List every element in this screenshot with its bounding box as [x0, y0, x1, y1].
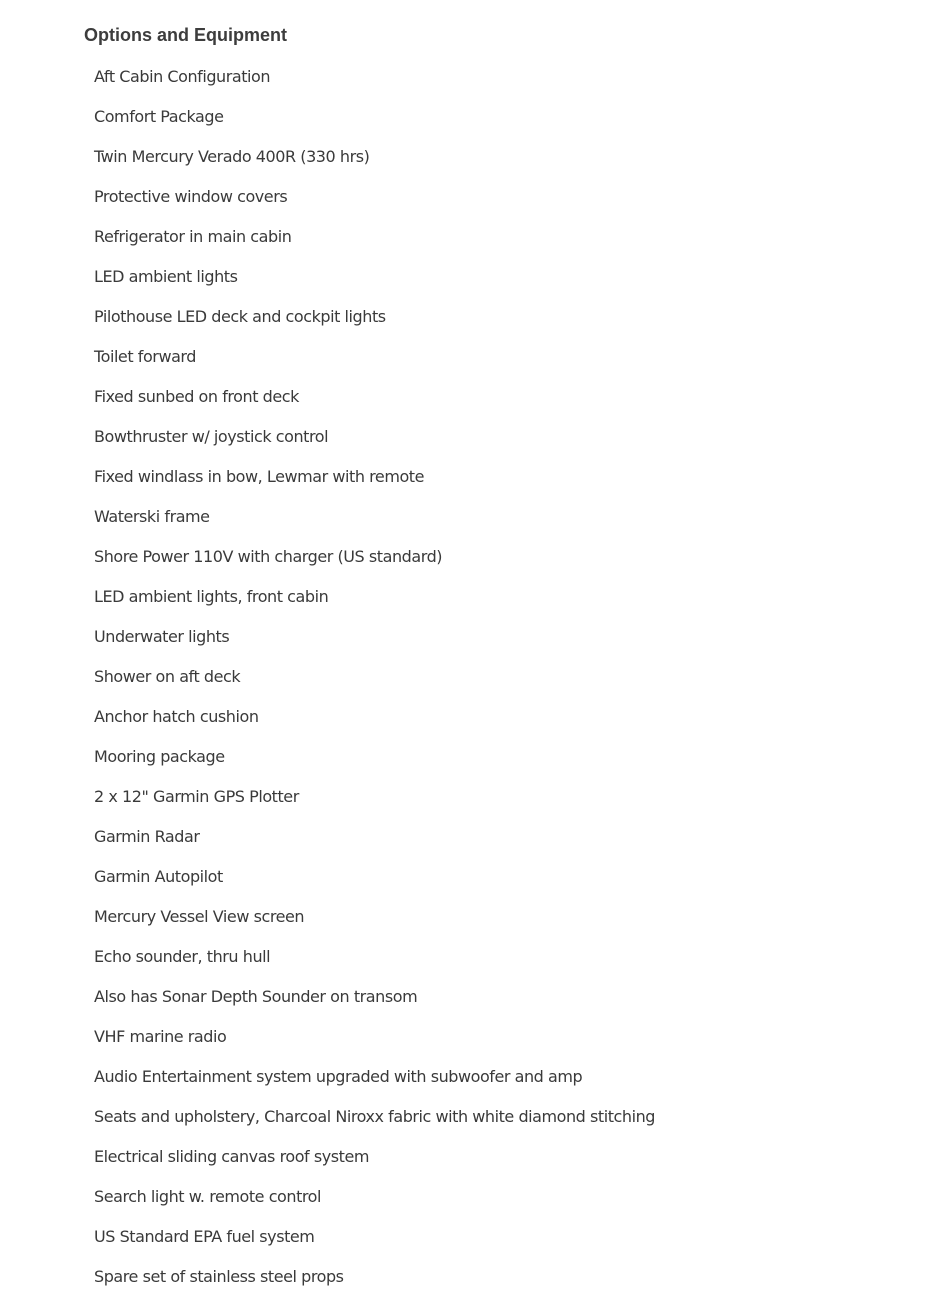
list-item: Anchor hatch cushion — [94, 707, 259, 726]
section-title: Options and Equipment — [84, 25, 287, 45]
list-item: Garmin Autopilot — [94, 867, 223, 886]
list-item: VHF marine radio — [94, 1027, 227, 1046]
list-item: Garmin Radar — [94, 827, 200, 846]
list-item: Protective window covers — [94, 187, 288, 206]
list-item: LED ambient lights — [94, 267, 238, 286]
list-item: Twin Mercury Verado 400R (330 hrs) — [94, 147, 370, 166]
list-item: LED ambient lights, front cabin — [94, 587, 329, 606]
list-item: Pilothouse LED deck and cockpit lights — [94, 307, 386, 326]
list-item: Audio Entertainment system upgraded with subwoofer and amp — [94, 1067, 583, 1086]
list-item: Underwater lights — [94, 627, 230, 646]
list-item: Search light w. remote control — [94, 1187, 322, 1206]
list-item: Electrical sliding canvas roof system — [94, 1147, 369, 1166]
list-item: Shore Power 110V with charger (US standard) — [94, 547, 443, 566]
list-item: Bowthruster w/ joystick control — [94, 427, 329, 446]
equipment-list — [94, 57, 655, 1297]
list-item: Comfort Package — [94, 107, 224, 126]
list-item: Waterski frame — [94, 507, 210, 526]
list-item: Also has Sonar Depth Sounder on transom — [94, 987, 418, 1006]
list-item: Refrigerator in main cabin — [94, 227, 292, 246]
list-item: Fixed windlass in bow, Lewmar with remote — [94, 467, 425, 486]
list-item: Aft Cabin Configuration — [94, 67, 271, 86]
list-item: Echo sounder, thru hull — [94, 947, 271, 966]
list-item: Shower on aft deck — [94, 667, 241, 686]
list-item: Mooring package — [94, 747, 225, 766]
list-item: Spare set of stainless steel props — [94, 1267, 344, 1286]
list-item: Toilet forward — [94, 347, 196, 366]
list-item: 2 x 12" Garmin GPS Plotter — [94, 787, 299, 806]
list-item: Fixed sunbed on front deck — [94, 387, 299, 406]
list-item: Mercury Vessel View screen — [94, 907, 305, 926]
list-item: Seats and upholstery, Charcoal Niroxx fabric with white diamond stitching — [94, 1107, 655, 1126]
list-item: US Standard EPA fuel system — [94, 1227, 315, 1246]
